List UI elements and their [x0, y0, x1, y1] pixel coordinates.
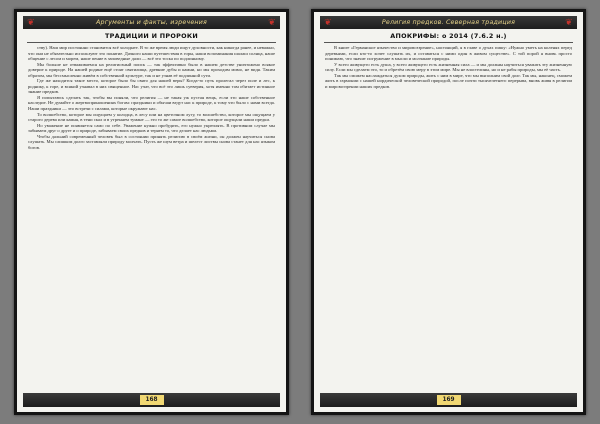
divider — [27, 42, 276, 43]
body-text — [28, 45, 275, 380]
paragraph: Где же находится такое место, которое было бы свято для нашей веры? Когда-то путь пролегал через поле и лес, к роднику, к горе, и всякий узнавал в них священное. Нас учат, что всё это лишь суеверия, хотя именно там обитает истинное знание предков. — [28, 78, 275, 95]
paragraph: ству). Наш мир постоянно становится всё холоднее. В то же время люди ищут духовности, как никогда ранее, и неважно, что они не обязательно используют это понятие. Дачного наши путешествия в горы, наши вспоминания шалаш солнца, наше общение с лесом и морем, наше пение в заповедные дали — всё это тоска по подлинному. — [28, 45, 275, 62]
paragraph: Мы больше не отваживаемся на религиозный поиск — так эффективно было в нашем детстве уничтожено всякое доверие к природе. На нашей родине ещё стоят святилища, древние дубы и камни, но мы проходим мимо, не видя. Таким образом, мы бессмысленно живём в собственной культуре, так и не узнав её подлинной сути. — [28, 61, 275, 78]
right-page — [311, 9, 586, 415]
emblem-icon: ❦ — [268, 18, 276, 28]
paragraph: У всего живущего есть душа, у всего живущего есть жизненная сила — и мы должны научиться уважать эту жизненную силу. Если мы сделаем это, то и обретём свою меру в этом мире. Мы не властелины, но и не рабы природы, мы её часть. — [325, 61, 572, 73]
running-header — [23, 16, 280, 29]
page-footer — [320, 393, 577, 407]
header-title: Аргументы и факты, изречения — [95, 19, 207, 26]
body-text — [325, 45, 572, 380]
paragraph: Но уважение не появляется само по себе. Уважение нужно пробудить, его нужно укреплять. В противном случае мы забываем друг о друге и о природе, забываем своих предков и теряем то, что делает нас людьми. — [28, 122, 275, 134]
section-title: АПОКРИФЫ: о 2014 (7.6.2 н.) — [390, 32, 507, 40]
paragraph: Чтобы дальний современный человек был в состоянии принять религию в своём жизни, он должен научиться снова слушать. Мы слишком долго заставляли природу молчать. Пусть же шум ветра и шелест листвы снова станет для нас языком богов. — [28, 133, 275, 150]
divider — [324, 42, 573, 43]
left-page — [14, 9, 289, 415]
paragraph: То волшебство, которое мы ощущаем у колодца, в лесу или на цветочном лугу, то волшебство, которое мы ощущаем у старого дерева или камня, в тени скал и в утреннем тумане — это то же самое волшебство, которое ощущали наши предки. — [28, 111, 275, 123]
emblem-icon: ❦ — [324, 18, 332, 28]
running-header — [320, 16, 577, 29]
paragraph: В книге «Германское язычество и мировоззрение», настоящий, я в главе о духах пишу: «Нужно уметь на коленях перед деревьями, если кто-то хочет слушать их, и оставаться с ними один в живом существе». С той порой я вновь просто понимаю, что значит погружение в мысли и молчание природы. — [325, 45, 572, 62]
section-title: ТРАДИЦИИ И ПРОРОКИ — [104, 32, 198, 40]
page-number: 169 — [437, 395, 461, 405]
emblem-icon: ❦ — [565, 18, 573, 28]
page-number: 168 — [140, 395, 164, 405]
header-title: Религия предков. Северная традиция — [381, 19, 516, 26]
paragraph: Так мы сможем наслаждаться духом природы, жить с ним в мире, что мы выполним свой долг. Так мы, наконец, сможем жить в гармонии с нашей нордической человеческой природой, после почти тысячелетнего перерыва, вновь живя в религии и мировоззрении наших предков. — [325, 72, 572, 89]
paragraph: Я попытаюсь сделать так, чтобы вы поняли, что религия — не такая уж пустая вещь, если это наше собственное наследие. Не думайте о жертвоприношениях богам: праздники и обычаи ведут нас к природе, к тому что было с нами всегда. Наши праздники — это встречи с силами, которые окружают нас. — [28, 94, 275, 112]
emblem-icon: ❦ — [27, 18, 35, 28]
page-footer — [23, 393, 280, 407]
